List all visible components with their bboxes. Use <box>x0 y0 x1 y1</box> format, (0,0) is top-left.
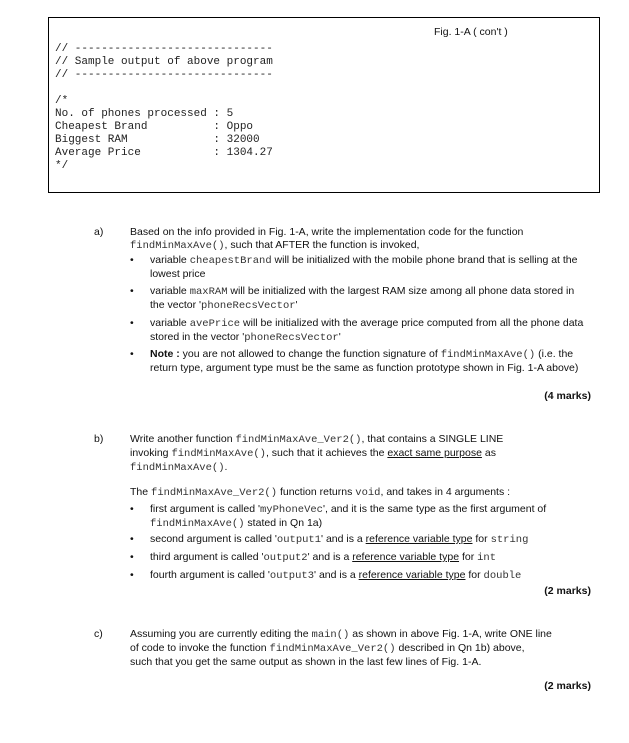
question-a-label: a) <box>94 226 104 238</box>
question-b-args-intro: The findMinMaxAve_Ver2() function returns void, and takes in 4 arguments : <box>130 486 511 499</box>
bullet-dot: • <box>130 348 134 360</box>
question-a-marks: (4 marks) <box>544 390 591 402</box>
code-line: Average Price : 1304.27 <box>55 147 273 159</box>
code-line: Cheapest Brand : Oppo <box>55 121 254 133</box>
bullet-dot: • <box>130 533 134 545</box>
code-listing <box>55 43 273 173</box>
question-b-marks: (2 marks) <box>544 585 591 597</box>
question-c-label: c) <box>94 628 103 640</box>
bullet-dot: • <box>130 551 134 563</box>
question-b-label: b) <box>94 433 104 445</box>
code-line: /* <box>55 95 69 107</box>
figure-label: Fig. 1-A ( con't ) <box>434 26 508 38</box>
question-c-text: Assuming you are currently editing the main() as shown in above Fig. 1-A, write ONE line of code to invoke the function findMinMaxAve_Ver2() described in Qn 1b) above, such that you get the same output as shown in the last few lines of Fig. 1-A. <box>130 628 552 668</box>
bullet-dot: • <box>130 285 134 297</box>
question-b-intro: Write another function findMinMaxAve_Ver2(), that contains a SINGLE LINE invoking findMinMaxAve(), such that it achieves the exact same purpose as findMinMaxAve(). <box>130 433 504 474</box>
code-figure <box>48 17 600 193</box>
bullet-dot: • <box>130 503 134 515</box>
code-line: Biggest RAM : 32000 <box>55 134 260 146</box>
question-a-intro: Based on the info provided in Fig. 1-A, write the implementation code for the function findMinMaxAve(), such that AFTER the function is invoked, <box>130 226 524 252</box>
bullet-dot: • <box>130 254 134 266</box>
code-line: // ------------------------------ <box>55 43 273 55</box>
code-line: // Sample output of above program <box>55 56 273 68</box>
bullet-dot: • <box>130 569 134 581</box>
bullet-dot: • <box>130 317 134 329</box>
code-line: No. of phones processed : 5 <box>55 108 234 120</box>
code-line: // ------------------------------ <box>55 69 273 81</box>
code-line: */ <box>55 160 69 172</box>
question-c-marks: (2 marks) <box>544 680 591 692</box>
